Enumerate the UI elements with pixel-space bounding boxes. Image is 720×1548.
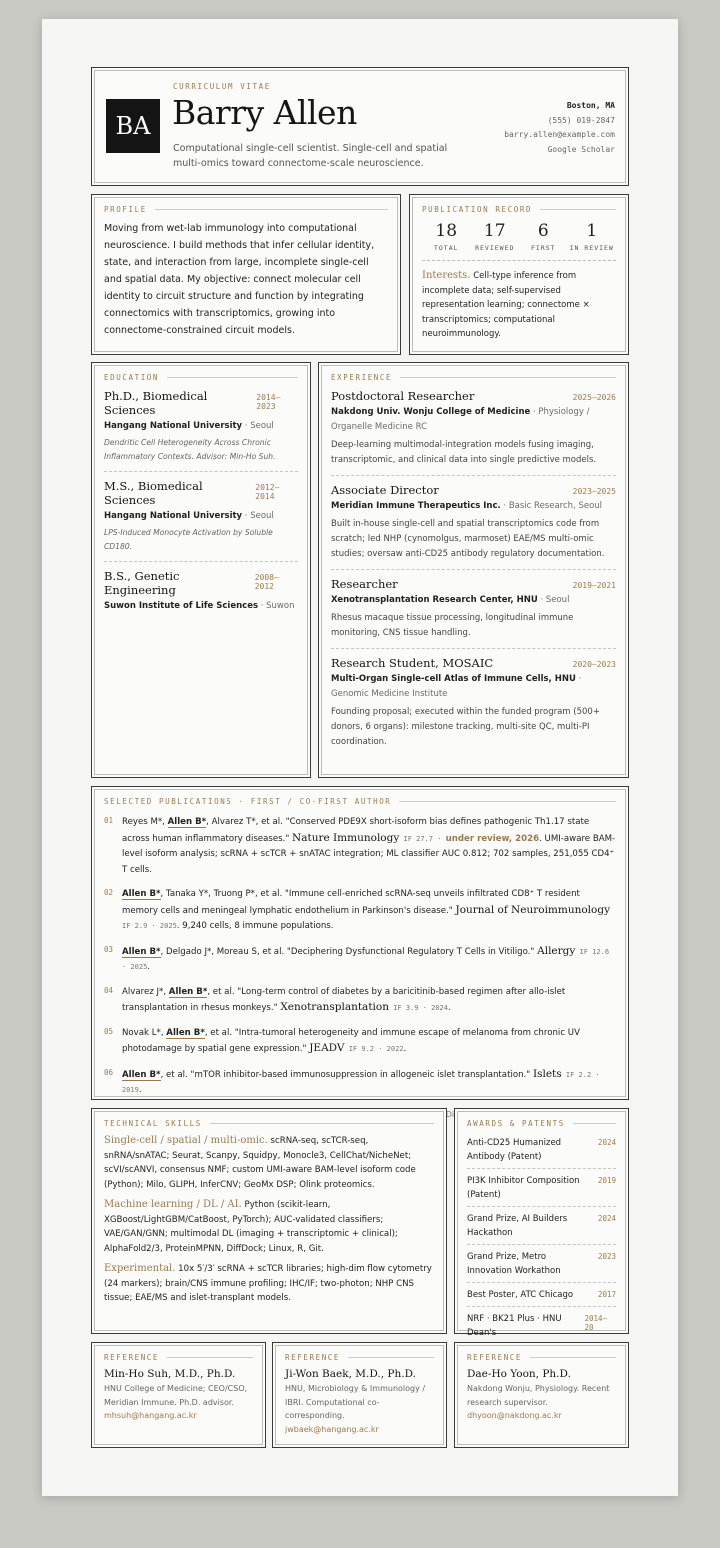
self-author: Allen B* [122,946,161,957]
job-title: Postdoctoral Researcher [331,389,475,403]
skill-key: Single-cell / spatial / multi-omic. [104,1135,268,1146]
department: · Basic Research, Seoul [500,501,603,511]
department: · Physiology / Organelle Medicine RC [331,407,590,432]
degree: Ph.D., Biomedical Sciences [104,389,208,417]
journal-meta: IF 2.2 · 2019 [122,1070,600,1094]
dates: 2025–2026 [572,393,616,402]
school: Hangang National University [104,511,243,521]
publication-note: . [403,1044,407,1054]
skill-text: scRNA-seq, scTCR-seq, snRNA/snATAC; Seurat, Scanpy, Squidpy, Monocle3, CellChat/NicheNet; scVI/scANVI, consensus NMF; custom UMI-aware BAM-level isoform code (Python); Milo, GLIPH, InferCNV; GeoMx DSP; Olink proteomics. [104,1136,416,1190]
journal-name: Journal of Neuroimmunology [455,903,611,916]
skill-key: Machine learning / DL / AI. [104,1199,242,1210]
award-title: PI3K Inhibitor Composition (Patent) [467,1176,580,1200]
award-year: 2017 [597,1290,616,1299]
reference-email[interactable]: jwbaek@hangang.ac.kr [285,1424,379,1434]
award-item [467,1169,616,1207]
experience-item [331,649,616,757]
header-card [91,67,629,186]
interests [422,269,616,342]
publication-citation [122,1067,616,1099]
education-item [104,382,298,472]
experience-item [331,382,616,476]
award-year: 2023 [597,1252,616,1261]
education-item [104,562,298,621]
publication-citation [122,1026,616,1058]
reference-name: Min-Ho Suh, M.D., Ph.D. [104,1368,236,1380]
organization: Multi-Organ Single-cell Atlas of Immune Cells, HNU [331,674,576,684]
dates: 2014–2023 [256,393,281,411]
contact-block [504,99,615,157]
authors-before: Alvarez J*, [122,986,169,997]
dates: 2008–2012 [254,573,279,591]
education-heading: EDUCATION [104,373,298,382]
award-item [467,1131,616,1169]
experience-card [318,362,629,778]
stat-in-review: 1 IN REVIEW [569,221,614,252]
reference-name: Dae-Ho Yoon, Ph.D. [467,1368,571,1380]
publication-item [104,815,616,878]
publication-note: . [147,962,151,972]
journal-name: Xenotransplantation [280,1001,389,1013]
dates: 2023–2025 [572,487,616,496]
award-title: Grand Prize, AI Builders Hackathon [467,1214,568,1238]
reference-heading: REFERENCE [467,1353,616,1362]
publication-citation [122,887,616,935]
reference-name: Ji-Won Baek, M.D., Ph.D. [285,1368,416,1380]
school: Hangang National University [104,421,243,431]
reference-heading: REFERENCE [285,1353,434,1362]
skills-card [91,1108,447,1334]
publication-item [104,985,616,1017]
award-title: Best Poster, ATC Chicago [467,1290,574,1300]
tagline: Computational single-cell scientist. Single-cell and spatial multi-omics toward connectome-scale neuroscience. [173,143,448,169]
skill-key: Experimental. [104,1263,176,1274]
contact-city: Boston, MA [566,101,615,110]
school: Suwon Institute of Life Sciences [104,601,259,611]
publications-card [91,786,629,1100]
authors-title: , Tanaka Y*, Truong P*, et al. "Immune cell-enriched scRNA-seq unveils infiltrated CD8⁺ T resident memory cells and meningeal lymphatic endothelium in Parkinson's disease." [122,889,580,916]
stat-reviewed: 17 REVIEWED [475,221,515,252]
skill-group [104,1262,434,1306]
profile-text: Moving from wet-lab immunology into computational neuroscience. I build methods that infer cellular identity, state, and interaction from large, incomplete single-cell and spatial data. My objective: connect molecular cell identity to circuit structure and function by integrating connectomics with transcriptomics, growing into connectome-constrained circuit models. [104,223,375,336]
authors-title: , et al. "Intra-tumoral heterogeneity and immune escape of melanoma from chronic UV photodamage by spatial gene expression." [122,1027,580,1054]
award-item [467,1307,616,1344]
profile-card [91,194,401,355]
contact-email[interactable]: barry.allen@example.com [504,130,615,139]
job-title: Research Student, MOSAIC [331,656,494,670]
experience-item [331,570,616,649]
reference-email[interactable]: dhyoon@nakdong.ac.kr [467,1411,562,1420]
reference-description: HNU College of Medicine; CEO/CSO, Meridian Immune. Ph.D. advisor. [104,1384,248,1407]
reference-description: Nakdong Wonju, Physiology. Recent research supervisor. [467,1384,610,1407]
skill-text: Python (scikit-learn, XGBoost/LightGBM/CatBoost, PyTorch); AUC-validated classifiers; VAE/GAN/GNN; multimodal DL (imaging + transcriptomic + clinical); AlphaFold2/3, ProteinMPNN, DiffDock; Linux, R, Git. [104,1200,398,1254]
job-description: Founding proposal; executed within the funded program (500+ donors, 6 organs): milestone tracking, multi-site QC, multi-PI coordination. [331,707,600,747]
publication-number: 06 [104,1067,114,1077]
organization: Xenotransplantation Research Center, HNU [331,595,538,605]
publication-status: under review, 2026 [445,833,540,844]
skill-group [104,1198,434,1256]
thesis: LPS-Induced Monocyte Activation by Soluble CD180. [104,528,273,551]
award-item [467,1207,616,1245]
award-item [467,1245,616,1283]
journal-name: Islets [532,1067,562,1080]
authors-title: , et al. "Long-term control of diabetes by a baricitinib-based regimen after allo-islet transplantation in rhesus monkeys." [122,986,566,1013]
self-author: Allen B* [122,1069,161,1080]
publication-record-heading: PUBLICATION RECORD [422,205,616,214]
authors-before: Reyes M*, [122,817,168,827]
cv-label: CURRICULUM VITAE [173,82,271,91]
journal-meta: IF 27.7 · [399,834,446,843]
thesis: Dendritic Cell Heterogeneity Across Chronic Inflammatory Contexts. Advisor: Min-Ho Suh. [104,438,276,461]
interests-label: Interests. [422,270,471,281]
authors-title: , Delgado J*, Moreau S, et al. "Deciphering Dysfunctional Regulatory T Cells in Vitiligo." [160,946,538,957]
skill-group [104,1134,434,1192]
publication-note: . [448,1003,451,1013]
publication-citation [122,985,616,1017]
journal-meta: IF 12.6 · 2025 [122,947,610,971]
publication-item [104,944,616,976]
interests-text: Cell-type inference from incomplete data; self-supervised representation learning; connectome × transcriptomics; computational neuroimmunology. [422,271,590,339]
location: · Seoul [242,421,274,431]
google-scholar-link[interactable]: Google Scholar [547,144,615,154]
stat-first: 6 FIRST [530,221,556,252]
dates: 2020–2023 [572,660,616,669]
publication-note: . UMI-aware BAM-level isoform analysis; scRNA + scTCR + snATAC integration; ML classifier AUC 0.812; 702 samples, 251,055 CD4⁺ T cells. [122,833,616,875]
award-title: NRF · BK21 Plus · HNU Dean's [467,1314,562,1338]
reference-card [454,1342,629,1448]
skills-heading: TECHNICAL SKILLS [104,1119,434,1128]
awards-card [454,1108,629,1338]
publication-number: 05 [104,1026,114,1036]
award-year: 2024 [597,1214,616,1223]
monogram-logo: BA [106,99,160,153]
award-title: Anti-CD25 Humanized Antibody (Patent) [467,1138,562,1162]
journal-name: Allergy [537,944,576,957]
self-author: Allen B* [167,817,207,827]
publication-list [104,815,616,1099]
skill-text: 10x 5′/3′ scRNA + scTCR libraries; high-dim flow cytometry (24 markers); brain/CNS immune profiling; IHC/IF; two-photon; NHP CNS tissue; EAE/MS and islet-transplant models. [104,1264,432,1303]
authors-title: , et al. "mTOR inhibitor-based immunosuppression in allogeneic islet transplantation." [160,1069,533,1080]
department: · Genomic Medicine Institute [331,674,582,699]
award-item [467,1283,616,1307]
publications-heading: SELECTED PUBLICATIONS · FIRST / CO-FIRST AUTHOR [104,797,616,806]
reference-card [91,1342,266,1448]
organization: Nakdong Univ. Wonju College of Medicine [331,407,531,417]
publication-number: 02 [104,888,114,897]
journal-meta: IF 3.9 · 2024 [388,1004,448,1012]
organization: Meridian Immune Therapeutics Inc. [331,501,501,511]
publication-item [104,1067,616,1099]
reference-card [272,1342,447,1448]
reference-description: HNU, Microbiology & Immunology / IBRI. Computational co-corresponding. [285,1384,426,1420]
location: · Seoul [242,511,274,521]
publication-citation [122,815,616,878]
publication-citation [122,944,616,976]
dates: 2019–2021 [572,581,616,590]
award-year: 2024 [597,1138,616,1147]
dates: 2012–2014 [255,483,280,501]
cv-page [42,19,678,1496]
awards-heading: AWARDS & PATENTS [467,1119,616,1128]
job-description: Deep-learning multimodal-integration models fusing imaging, transcriptomic, and clinical data into single predictive models. [331,440,597,465]
award-title: Grand Prize, Metro Innovation Workathon [467,1252,561,1276]
stats-row [422,220,616,261]
job-title: Researcher [331,577,398,591]
self-author: Allen B* [168,986,208,997]
department: · Seoul [537,595,570,605]
authors-title: , Alvarez T*, et al. "Conserved PDE9X short-isoform bias defines pathogenic Th1.17 state across human inflammatory diseases." [122,817,590,844]
journal-name: JEADV [309,1042,345,1054]
journal-meta: IF 2.9 · 2025 [122,922,177,930]
job-description: Rhesus macaque tissue processing, longitudinal immune monitoring, CNS tissue handling. [331,613,574,638]
journal-name: Nature Immunology [292,831,400,844]
stat-total: 18 TOTAL [433,221,459,252]
job-title: Associate Director [331,483,439,497]
publication-number: 03 [104,944,114,954]
degree: M.S., Biomedical Sciences [104,479,203,507]
location: · Suwon [258,601,295,611]
candidate-name: Barry Allen [172,93,357,132]
self-author: Allen B* [122,889,161,899]
contact-phone: (555) 019-2847 [547,115,615,125]
reference-heading: REFERENCE [104,1353,253,1362]
degree: B.S., Genetic Engineering [104,569,180,597]
award-year: 2019 [597,1176,616,1185]
education-card [91,362,311,778]
publication-number: 01 [104,816,114,825]
reference-email[interactable]: mhsuh@hangang.ac.kr [104,1411,197,1420]
publication-record-card [409,194,629,355]
publication-item [104,1026,616,1058]
profile-heading: PROFILE [104,205,388,214]
self-author: Allen B* [166,1027,205,1038]
experience-item [331,476,616,570]
job-description: Built in-house single-cell and spatial transcriptomics code from scratch; led NHP (cynomolgus, marmoset) EAE/MS multi-omic studies; oversaw anti-CD25 antibody regulatory documentation. [331,519,605,559]
publication-note: . 9,240 cells, 8 immune populations. [176,921,334,931]
publication-item [104,887,616,935]
education-item [104,472,298,562]
publication-note: . [138,1085,142,1095]
authors-before: Novak L*, [122,1027,167,1038]
publication-number: 04 [104,985,114,995]
experience-heading: EXPERIENCE [331,373,616,382]
journal-meta: IF 9.2 · 2022 [344,1045,404,1053]
award-year: 2014–20 [584,1314,608,1332]
